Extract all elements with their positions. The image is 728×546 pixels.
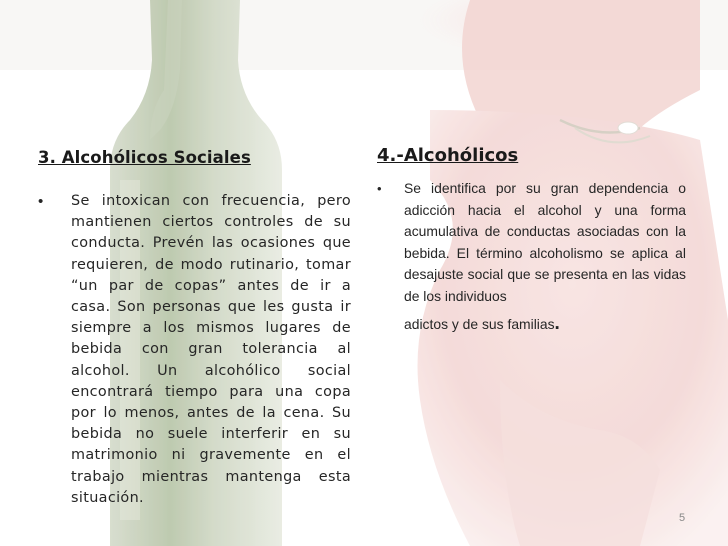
heading-alcoholicos: 4.-Alcohólicos: [377, 145, 519, 166]
period-mark: .: [554, 312, 560, 334]
page-number: 5: [678, 512, 686, 524]
body-text-last-line: adictos y de sus familias.: [404, 312, 560, 334]
right-column: [377, 145, 689, 335]
body-text-main: Se identifica por su gran dependencia o adicción hacia el alcohol y una forma acumulativa de conductas asociadas con la bebida. El término alcoholismo se aplica al desajuste social que se presenta en las vidas de los individuos: [404, 180, 686, 304]
bullet-icon: •: [377, 181, 382, 196]
left-column: [38, 148, 352, 509]
bullet-item: [377, 178, 689, 335]
body-text: Se intoxican con frecuencia, pero mantienen ciertos controles de su conducta. Prevén las ocasiones que requieren, de modo rutinario, tomar “un par de copas” antes de ir a casa. Son personas que les gusta ir siempre a los mismos lugares de bebida con gran tolerancia al alcohol. Un alcohólico social encontrará tiempo para una copa por lo menos, antes de la cena. Su bebida no suele interferir en su matrimonio ni gravemente en el trabajo mientras mantenga esta situación.: [71, 193, 351, 506]
bullet-icon: •: [38, 193, 44, 210]
heading-alcoholicos-sociales: 3. Alcohólicos Sociales: [38, 148, 251, 167]
body-text: [404, 178, 686, 335]
bullet-item: [38, 191, 352, 509]
